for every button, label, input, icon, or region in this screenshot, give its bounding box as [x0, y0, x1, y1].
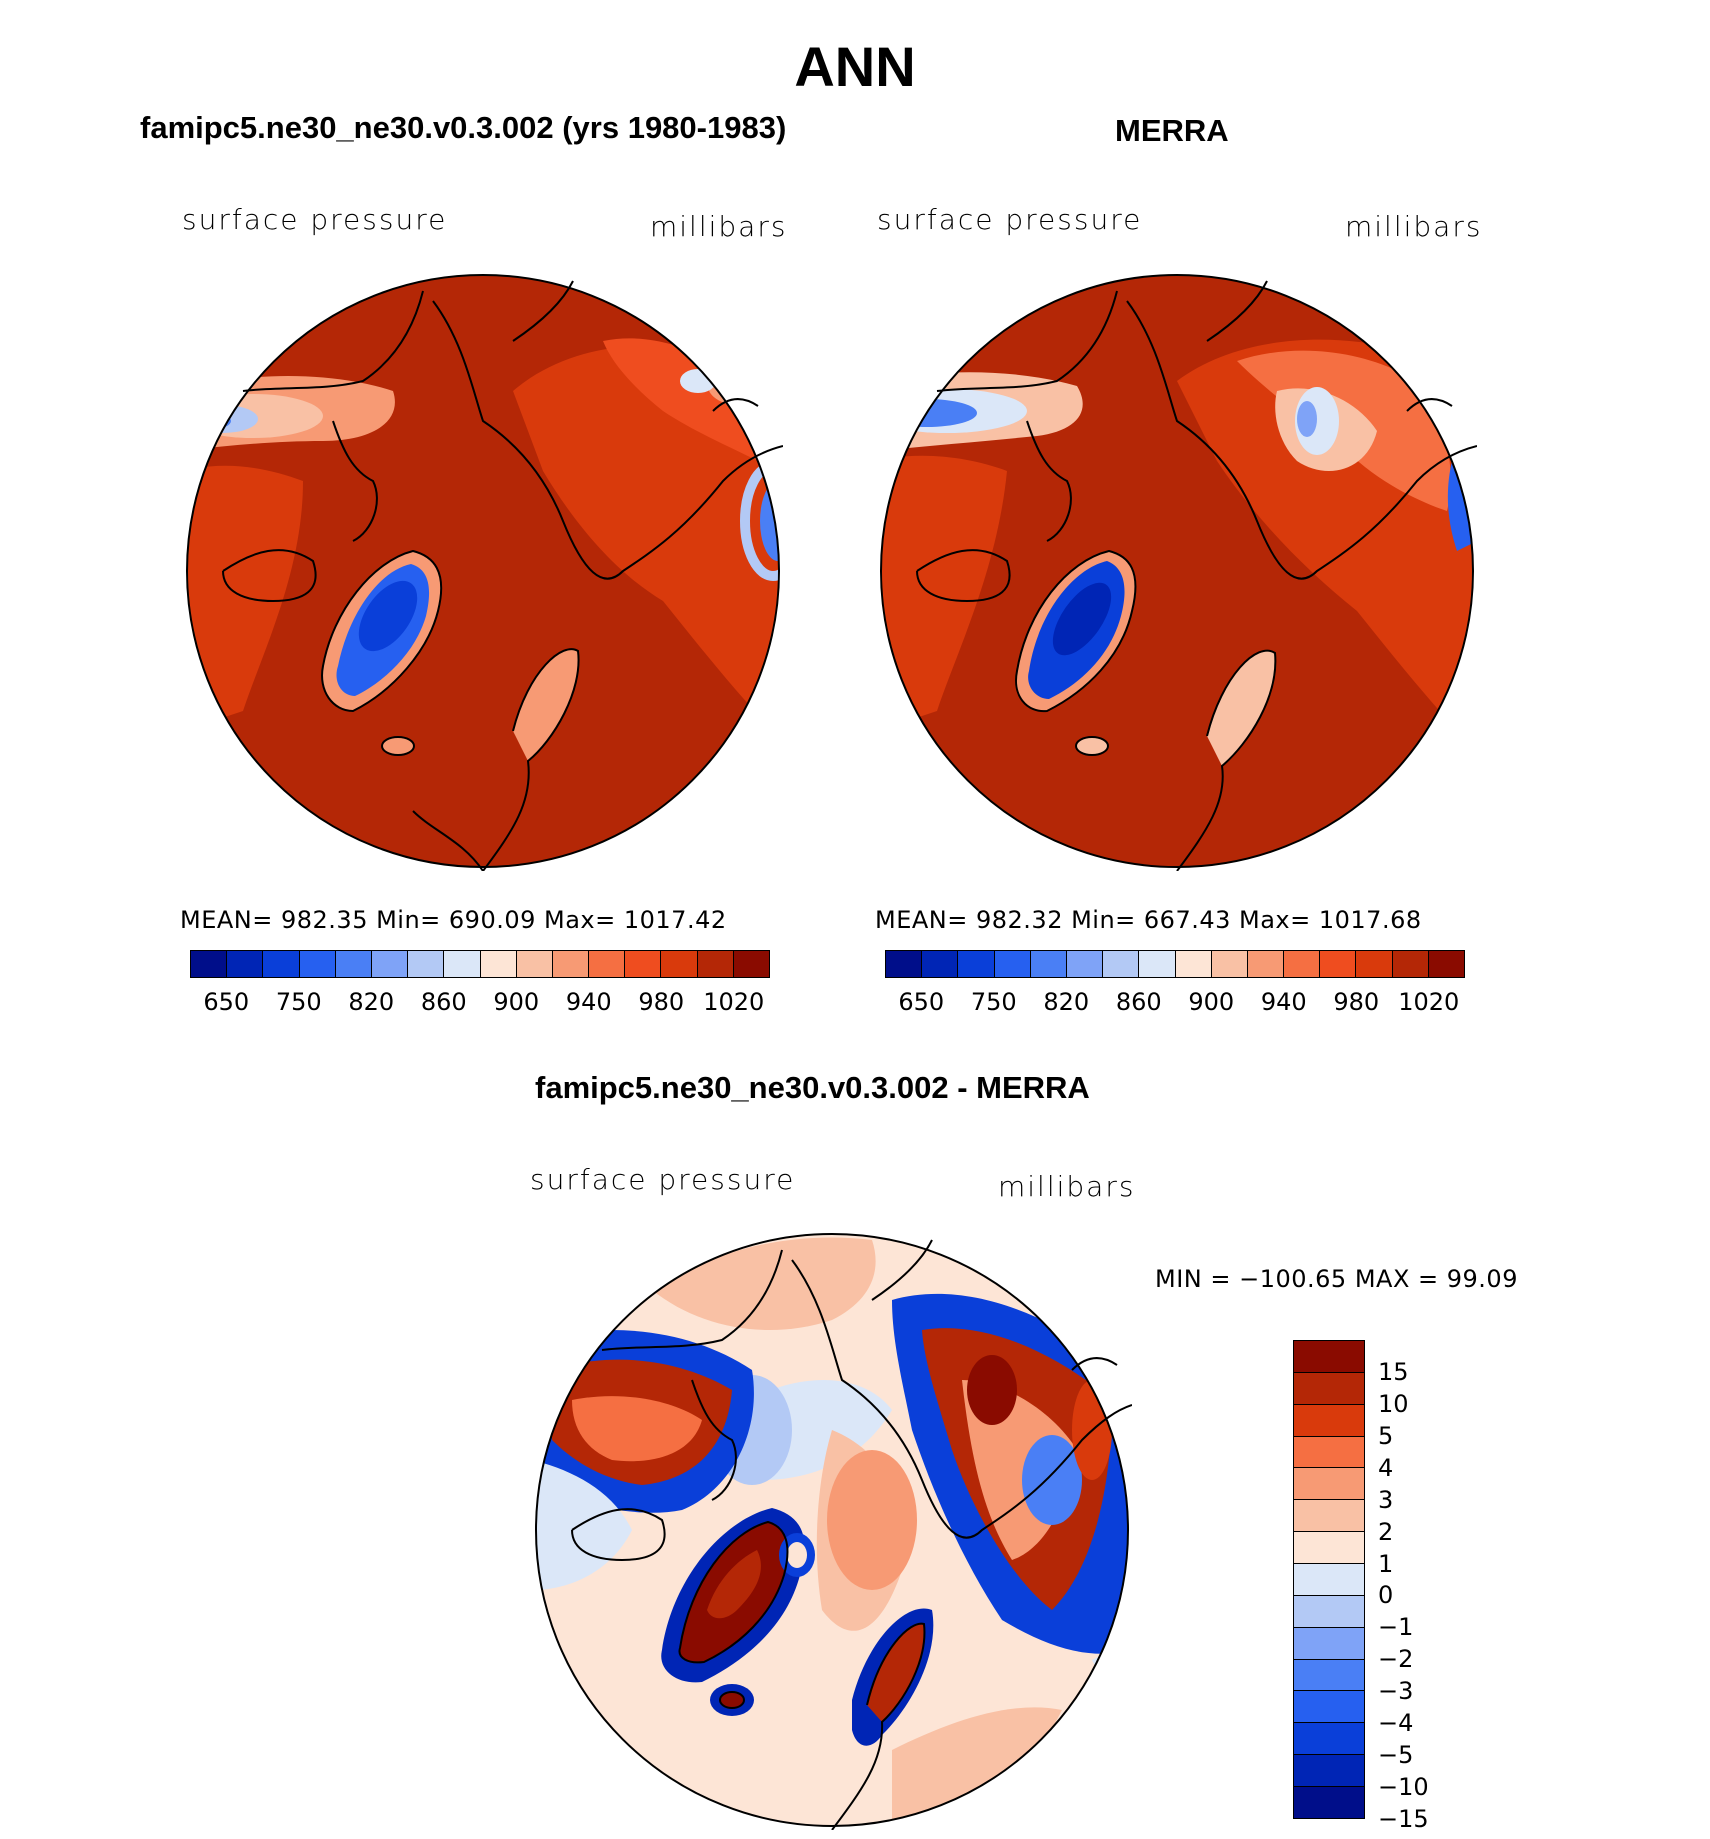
colorbar-swatch	[1294, 1341, 1364, 1373]
colorbar-tick-label: 650	[898, 988, 945, 1016]
colorbar-swatch	[481, 951, 517, 977]
colorbar-tick-label: 980	[638, 988, 685, 1016]
colorbar-swatch	[661, 951, 697, 977]
colorbar-swatch	[1294, 1660, 1364, 1692]
colorbar-tick-label: 860	[1115, 988, 1162, 1016]
colorbar-swatch	[1139, 951, 1175, 977]
colorbar-swatch	[227, 951, 263, 977]
colorbar-swatch	[734, 951, 769, 977]
colorbar-swatch	[1294, 1628, 1364, 1660]
colorbar-swatch	[995, 951, 1031, 977]
colorbar-tick-label: 940	[565, 988, 612, 1016]
colorbar-swatch	[408, 951, 444, 977]
colorbar-swatch	[1284, 951, 1320, 977]
colorbar-tick-label: 820	[1043, 988, 1090, 1016]
colorbar-swatch	[1294, 1500, 1364, 1532]
colorbar-tick-label: 3	[1378, 1485, 1394, 1514]
colorbar-tick-label: 750	[970, 988, 1017, 1016]
colorbar-swatch	[1393, 951, 1429, 977]
panel-model-stats: MEAN= 982.35 Min= 690.09 Max= 1017.42	[180, 906, 727, 934]
colorbar-swatch	[1294, 1468, 1364, 1500]
figure-title: ANN	[794, 35, 916, 98]
colorbar-tick-label: 980	[1333, 988, 1380, 1016]
colorbar-tick-label: −5	[1378, 1741, 1414, 1770]
colorbar-swatch	[1429, 951, 1464, 977]
colorbar-swatch	[336, 951, 372, 977]
colorbar-swatch	[1294, 1564, 1364, 1596]
colorbar-tick-label: −2	[1378, 1645, 1414, 1674]
panel-diff-units-label: millibars	[998, 1170, 1136, 1203]
panel-obs-colorbar	[885, 950, 1465, 978]
colorbar-swatch	[1212, 951, 1248, 977]
colorbar-tick-label: 10	[1378, 1389, 1409, 1418]
colorbar-swatch	[1294, 1755, 1364, 1787]
colorbar-tick-label: 900	[493, 988, 540, 1016]
panel-diff-eurasia-cold-field	[1022, 1435, 1082, 1525]
panel-diff-subtitle: famipc5.ne30_ne30.v0.3.002 - MERRA	[535, 1070, 1090, 1105]
colorbar-swatch	[1294, 1405, 1364, 1437]
colorbar-tick-label: −15	[1378, 1805, 1429, 1833]
colorbar-swatch	[1294, 1532, 1364, 1564]
colorbar-swatch	[1294, 1373, 1364, 1405]
panel-model-polar-map	[183, 271, 783, 871]
panel-model-subtitle: famipc5.ne30_ne30.v0.3.002 (yrs 1980-1983)	[140, 110, 787, 145]
colorbar-tick-label: 5	[1378, 1421, 1394, 1450]
colorbar-tick-label: 0	[1378, 1581, 1394, 1610]
colorbar-swatch	[1294, 1437, 1364, 1469]
colorbar-tick-label: −4	[1378, 1709, 1414, 1738]
colorbar-swatch	[625, 951, 661, 977]
colorbar-tick-label: −10	[1378, 1773, 1429, 1802]
colorbar-tick-label: 900	[1188, 988, 1235, 1016]
colorbar-swatch	[1294, 1787, 1364, 1818]
colorbar-tick-label: 4	[1378, 1453, 1394, 1482]
colorbar-swatch	[886, 951, 922, 977]
colorbar-swatch	[1294, 1691, 1364, 1723]
colorbar-tick-label: 820	[348, 988, 395, 1016]
colorbar-swatch	[958, 951, 994, 977]
colorbar-tick-label: 15	[1378, 1357, 1409, 1386]
panel-diff-colorbar-labels	[1378, 1340, 1498, 1833]
panel-diff-svalbard-field	[787, 1542, 807, 1568]
panel-diff-polar-map	[532, 1230, 1132, 1830]
colorbar-swatch	[517, 951, 553, 977]
colorbar-tick-label: 940	[1260, 988, 1307, 1016]
colorbar-tick-label: −3	[1378, 1677, 1414, 1706]
colorbar-swatch	[589, 951, 625, 977]
colorbar-swatch	[1031, 951, 1067, 977]
colorbar-swatch	[1248, 951, 1284, 977]
colorbar-swatch	[444, 951, 480, 977]
colorbar-tick-label: 2	[1378, 1517, 1394, 1546]
panel-model-colorbar	[190, 950, 770, 978]
colorbar-tick-label: 650	[203, 988, 250, 1016]
panel-diff-variable-label: surface pressure	[530, 1163, 796, 1196]
colorbar-swatch	[1294, 1596, 1364, 1628]
colorbar-swatch	[1294, 1723, 1364, 1755]
panel-obs-variable-label: surface pressure	[877, 203, 1143, 236]
colorbar-tick-label: 1020	[1398, 988, 1460, 1016]
panel-obs-stats: MEAN= 982.32 Min= 667.43 Max= 1017.68	[875, 906, 1422, 934]
panel-obs-subtitle: MERRA	[1115, 113, 1229, 148]
panel-obs-colorbar-labels	[885, 988, 1465, 1018]
colorbar-tick-label: −1	[1378, 1613, 1414, 1642]
panel-diff-north-atlantic-field	[827, 1450, 917, 1590]
colorbar-swatch	[1320, 951, 1356, 977]
panel-obs-polar-map	[877, 271, 1477, 871]
panel-model-colorbar-labels	[190, 988, 770, 1018]
colorbar-swatch	[263, 951, 299, 977]
colorbar-tick-label: 860	[420, 988, 467, 1016]
colorbar-tick-label: 1	[1378, 1549, 1394, 1578]
colorbar-swatch	[698, 951, 734, 977]
panel-obs-units-label: millibars	[1345, 210, 1483, 243]
panel-model-units-label: millibars	[650, 210, 788, 243]
colorbar-tick-label: 750	[275, 988, 322, 1016]
panel-diff-colorbar	[1293, 1340, 1365, 1819]
colorbar-swatch	[300, 951, 336, 977]
colorbar-swatch	[1103, 951, 1139, 977]
colorbar-swatch	[1067, 951, 1103, 977]
colorbar-swatch	[191, 951, 227, 977]
colorbar-swatch	[372, 951, 408, 977]
colorbar-swatch	[1356, 951, 1392, 977]
colorbar-swatch	[1176, 951, 1212, 977]
panel-model-variable-label: surface pressure	[182, 203, 448, 236]
colorbar-swatch	[553, 951, 589, 977]
panel-obs-plateau-field	[1297, 401, 1317, 437]
panel-diff-stats: MIN = −100.65 MAX = 99.09	[1155, 1265, 1518, 1293]
panel-diff-eurasia-hot-field	[967, 1355, 1017, 1425]
colorbar-swatch	[922, 951, 958, 977]
colorbar-tick-label: 1020	[703, 988, 765, 1016]
